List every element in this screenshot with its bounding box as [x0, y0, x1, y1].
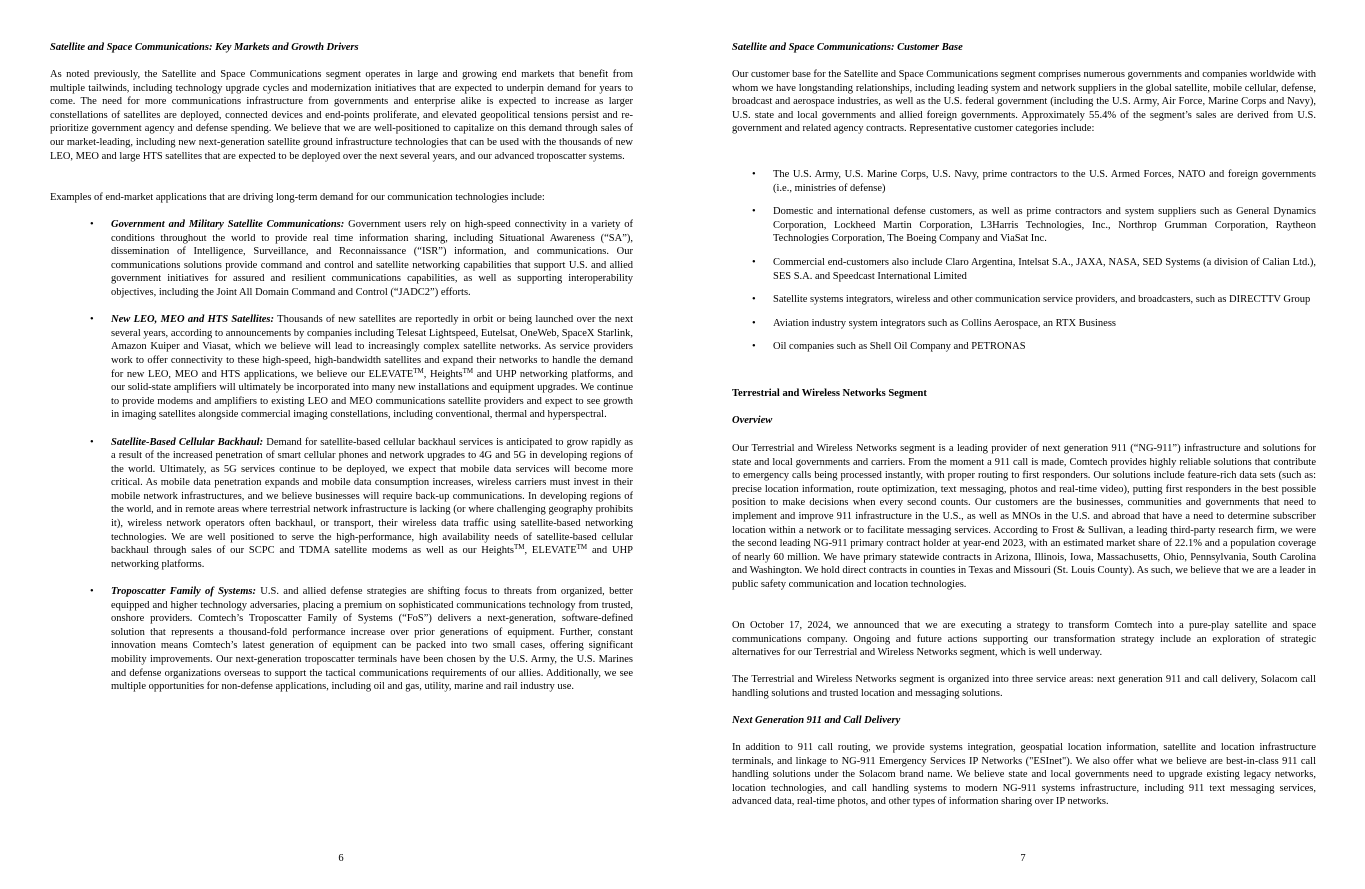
page-left — [50, 0, 633, 889]
bullet-icon: • — [752, 317, 756, 329]
bullet-text: Satellite systems integrators, wireless and other communication service providers, and broadcasters, such as DIRECTTV Group — [773, 294, 1311, 306]
list-item — [732, 317, 1316, 331]
overview-paragraph-2: On October 17, 2024, we announced that we are executing a strategy to transform Comtech into a pure-play satellite and space communications company. Ongoing and future actions supporting our transformation strategy include an exploration of strategic alternatives for our Terrestrial and Wireless Networks segment, which is well underway. — [732, 620, 1316, 659]
bullet-icon: • — [752, 169, 756, 180]
list-item — [732, 293, 1316, 307]
bullet-icon: • — [90, 436, 94, 448]
ng911-heading: Next Generation 911 and Call Delivery — [732, 715, 901, 726]
customer-category-list — [732, 168, 1316, 364]
bullet-text: Government users rely on high-speed connectivity in a variety of conditions throughout the world to provide real time information sharing, including Situational Awareness (“SA”), dissemination of Intelligence, Surveillance, and Reconnaissance (“ISR”) information, and communications. Our communications solutions provide command and control and satellite networking capabilities that support U.S. and allied government initiatives for assured and resilient communications capabilities, as well as supporting interoperability objectives, including the Joint All Domain Command and Control (“JADC2”) efforts. — [111, 219, 633, 298]
page-number-right: 7 — [1020, 853, 1026, 864]
overview-heading: Overview — [732, 415, 773, 426]
list-item — [732, 168, 1316, 195]
bullet-lead: New LEO, MEO and HTS Satellites: — [111, 314, 274, 326]
bullet-text: , Heights — [423, 368, 463, 380]
list-item — [732, 340, 1316, 354]
key-markets-intro-paragraph: As noted previously, the Satellite and Space Communications segment operates in large and growing end markets that benefit from multiple tailwinds, including technology upgrade cycles and modernization initiatives that are expected to underpin demand for years to come. The need for more communications infrastructure from governments and enterprise alike is expected to increase as larger constellations of satellites are deployed, connected devices and end-points proliferate, and elevated geopolitical tensions persist and re-prioritize government agency and defense spending. We believe that we are well-positioned to capitalize on this demand through sales of our market-leading, including new next-generation satellite ground infrastructure technologies that can be used with the thousands of new LEO, MEO and large HTS satellites that are expected to be deployed over the next several years, and our advanced troposcatter systems. — [50, 69, 633, 162]
examples-intro-paragraph: Examples of end-market applications that are driving long-term demand for our communication technologies include: — [50, 192, 545, 203]
bullet-text: Aviation industry system integrators such as Collins Aerospace, an RTX Business — [773, 317, 1117, 329]
overview-paragraph-3: The Terrestrial and Wireless Networks segment is organized into three service areas: next generation 911 and call delivery, Solacom call handling solutions and trusted location and messaging solutions. — [732, 674, 1316, 699]
bullet-icon: • — [90, 586, 94, 598]
trademark-mark: TM — [462, 366, 474, 375]
overview-paragraph-1: Our Terrestrial and Wireless Networks segment is a leading provider of next generation 911 (“NG-911”) infrastructure and solutions for state and local governments and carriers. From the moment a 911 call is made, Comtech provides highly reliable solutions that contribute to emergency calls being processed instantly, with proper routing to first responders. Our solutions include feature-rich data sets (such as: precise location information, route optimization, text messaging, photos and real-time video), putting first responders in the best possible position to make decisions when every second counts. Our customers are the businesses, communities and governments that need to implement and improve 911 infrastructure in the U.S., as well as MNOs in the U.S. and abroad that have a need to determine subscriber location within a network or to facilitate messaging services. According to Frost & Sullivan, a leading third-party research firm, we were the second leading NG-911 primary contract holder at year-end 2023, with an estimated market share of 22.1% and a population coverage of nearly 60 million. We have primary statewide contracts in Arizona, Illinois, Iowa, Massachusetts, Ohio, Pennsylvania, South Carolina and Washington. We hold direct contracts in counties in Texas and Missouri (St. Louis County). As such, we believe that we are a leader in public safety communication and location technologies. — [732, 443, 1316, 590]
bullet-text: The U.S. Army, U.S. Marine Corps, U.S. Navy, prime contractors to the U.S. Armed Forces, NATO and foreign governments (i.e., ministries of defense) — [773, 169, 1316, 194]
trademark-mark: TM — [576, 543, 588, 552]
bullet-lead: Satellite-Based Cellular Backhaul: — [111, 436, 264, 448]
end-market-bullet-list — [50, 218, 633, 707]
list-item — [50, 436, 633, 572]
bullet-text: U.S. and allied defense strategies are shifting focus to threats from organized, better equipped and higher technology adversaries, placing a premium on sophisticated communications technology from trusted, onshore providers. Comtech’s Troposcatter Family of Systems (“FoS”) delivers a next-generation, software-defined solution that represents a thousand-fold performance increase over prior generations of equipment. Further, constant innovation means Comtech’s latest generation of equipment can be packed into two small cases, offering significant mobility improvements. Our next-generation troposcatter terminals have been chosen by the U.S. Army, the U.S. Marines and defense organizations overseas to support the tactical communications requirements of our allies. Additionally, we see multiple opportunities for non-defense applications, including oil and gas, utility, marine and rail industry use. — [111, 586, 633, 693]
bullet-text: and UHP networking platforms. — [111, 545, 633, 570]
bullet-text: Commercial end-customers also include Claro Argentina, Intelsat S.A., JAXA, NASA, SED Systems (a division of Calian Ltd.), SES S.A. and Speedcast International Limited — [773, 256, 1316, 282]
bullet-text: Oil companies such as Shell Oil Company and PETRONAS — [773, 341, 1026, 353]
bullet-icon: • — [90, 219, 94, 230]
trademark-mark: TM — [513, 543, 525, 552]
bullet-icon: • — [752, 206, 756, 218]
bullet-text: , ELEVATE — [524, 545, 577, 557]
bullet-text: Thousands of new satellites are reportedly in orbit or being launched over the next several years, according to announcements by companies including Telesat Lightspeed, Eutelsat, OneWeb, SpaceX Starlink, Amazon Kuiper and Viasat, which we believe will lead to increasingly complex satellite networks. As service providers work to offer connectivity to these high-speed, high-bandwidth satellites and expand their networks to handle the demand for new LEO, MEO and HTS applications, we believe our ELEVATE — [111, 314, 633, 380]
bullet-lead: Government and Military Satellite Communications: — [111, 219, 345, 230]
bullet-icon: • — [752, 294, 756, 306]
list-item — [50, 313, 633, 422]
bullet-text: Domestic and international defense customers, as well as prime contractors and system suppliers such as General Dynamics Corporation, Lockheed Martin Corporation, L3Harris Technologies, Inc., Northrop Grumman Corporation, Raytheon Technologies Corporation, The Boeing Company and ViaSat Inc. — [773, 206, 1316, 245]
list-item — [50, 218, 633, 300]
bullet-icon: • — [90, 314, 94, 326]
trademark-mark: TM — [413, 366, 424, 375]
terrestrial-segment-heading: Terrestrial and Wireless Networks Segment — [732, 388, 927, 399]
page-number-left: 6 — [338, 853, 344, 864]
customer-base-intro-paragraph: Our customer base for the Satellite and Space Communications segment comprises numerous governments and companies worldwide with whom we have longstanding relationships, including leading system and network suppliers in the global satellite, mobile cellular, defense, broadcast and aerospace industries, as well as the U.S. federal government (including the U.S. Army, Air Force, Marine Corps and Navy), U.S. state and local governments and allied foreign governments. Approximately 55.4% of the segment’s sales are derived from U.S. government and related agency contracts. Representative customer categories include: — [732, 69, 1316, 135]
bullet-text: and UHP networking platforms, and our solid-state amplifiers will ultimately be incorporated into many new installations and equipment upgrades. We continue to provide modems and amplifiers to existing LEO and MEO communications satellite providers and expect to see growth in imaging satellites alongside commercial imaging constellations, including conventional, thermal and hyperspectral. — [111, 368, 633, 421]
list-item — [50, 585, 633, 694]
bullet-lead: Troposcatter Family of Systems: — [111, 586, 256, 598]
key-markets-heading: Satellite and Space Communications: Key Markets and Growth Drivers — [50, 42, 359, 53]
bullet-text: Demand for satellite-based cellular backhaul services is anticipated to grow rapidly as a result of the increased penetration of smart cellular phones and network upgrades to 4G and 5G in developing regions of the world. Ultimately, as 5G services continue to be deployed, we expect that mobile data services will become more critical. As mobile data penetration expands and mobile data consumption increases, wireless carriers must invest in their mobile network infrastructures, and we believe businesses will require back-up communications. In developing regions of the world, and in remote areas where terrestrial network infrastructure is lacking (or where challenging geography prohibits it), wireless network operators often backhaul, or transport, their wireless data traffic using satellite-based networking technologies. We are well positioned to serve the high-performance, high availability needs of satellite-based cellular backhaul through sales of our SCPC and TDMA satellite modems as well as our Heights — [111, 436, 634, 557]
customer-base-heading: Satellite and Space Communications: Customer Base — [732, 42, 963, 53]
page-right — [732, 0, 1316, 889]
bullet-icon: • — [752, 341, 756, 353]
ng911-paragraph: In addition to 911 call routing, we provide systems integration, geospatial location information, satellite and location infrastructure terminals, and linkage to NG-911 Emergency Services IP Networks ("ESInet"). We also offer what we believe are best-in-class 911 call handling solutions under the Solacom brand name. We believe state and local governments need to upgrade existing legacy networks, location technologies, and call handling systems to modern NG-911 systems infrastructure, including 911 text messaging services, advanced data, real-time photos, and other types of information sharing over IP networks. — [732, 742, 1316, 808]
bullet-icon: • — [752, 256, 756, 268]
list-item — [732, 205, 1316, 246]
list-item — [732, 256, 1316, 283]
